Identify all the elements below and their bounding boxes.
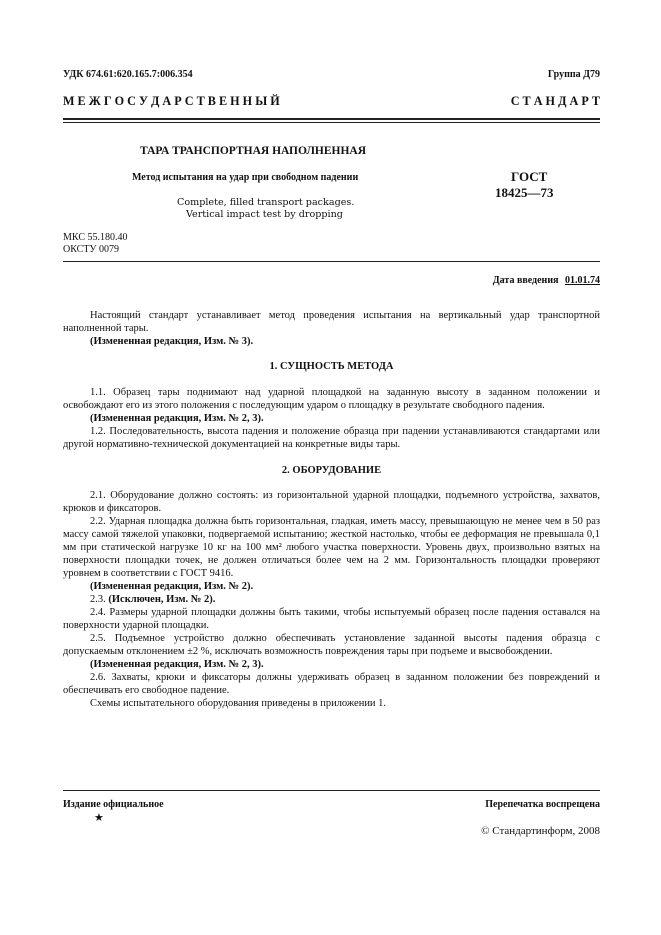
mks-code: МКС 55.180.40 [63,232,128,243]
reprint-prohibited: Перепечатка воспрещена [485,799,600,810]
intro-edit-note: (Измененная редакция, Изм. № 3). [90,336,254,347]
section-2-heading: 2. ОБОРУДОВАНИЕ [281,465,382,476]
schemes-reference: Схемы испытательного оборудования приведены в приложении 1. [90,698,387,709]
section-1-heading: 1. СУЩНОСТЬ МЕТОДА [269,361,394,372]
header-rule-thin [63,122,600,123]
banner-interstate: М Е Ж Г О С У Д А Р С Т В Е Н Н Ы Й [63,94,280,108]
clause-1-1-edit-note: (Измененная редакция, Изм. № 2, 3). [90,413,264,424]
group-code: Группа Д79 [547,69,600,80]
intro-date-value: 01.01.74 [565,275,600,286]
document-body [63,309,600,710]
clause-1-1: 1.1. Образец тары поднимают над ударной площадкой на заданную высоту в заданном положении и освобождают его из этого положения с последующим ударом о площадку в результате свободного падения. [63,387,600,411]
clause-2-3-number: 2.3. [90,594,106,605]
clause-2-5: 2.5. Подъемное устройство должно обеспечивать установление заданной высоты падения образца с допускаемым отклонением ±2 %, исключать возможность повреждения тары при подъеме и высвобождении. [63,633,600,657]
english-title-line2: Vertical impact test by dropping [186,209,343,220]
banner-standard: С Т А Н Д А Р Т [510,94,600,108]
clause-2-1: 2.1. Оборудование должно состоять: из горизонтальной ударной площадки, подъемного устройства, захватов, крюков и фиксаторов. [63,490,600,514]
header-rule-thick [63,118,600,120]
star-icon: ★ [94,811,104,824]
clause-2-4: 2.4. Размеры ударной площадки должны быть такими, чтобы испытуемый образец после падения оставался на поверхности ударной площадки. [63,607,600,631]
clause-2-2-edit-note: (Измененная редакция, Изм. № 2). [90,581,254,592]
clause-2-3-note: (Исключен, Изм. № 2). [108,594,216,605]
codes-rule [63,261,600,262]
footer-rule [63,790,600,791]
okstu-code: ОКСТУ 0079 [63,244,120,255]
copyright: © Стандартинформ, 2008 [481,825,600,837]
clause-2-5-edit-note: (Измененная редакция, Изм. № 2, 3). [90,659,264,670]
english-title-line1: Complete, filled transport packages. [177,197,355,208]
clause-2-2: 2.2. Ударная площадка должна быть горизонтальная, гладкая, иметь массу, превышающую не менее чем в 50 раз массу самой тяжелой упаковки, подвергаемой испытанию; жесткой настолько, чтобы ее деформация не превышала 0,1 мм при статической нагрузке 10 кг на 100 мм² любого участка поверхности. Уровень двух, произвольно взятых на поверхности площадки точек, не должен отличаться более чем на 2 мм. Горизонтальность площадки проверяют уровнем в соответствии с ГОСТ 9416. [63,516,600,579]
clause-1-2: 1.2. Последовательность, высота падения и положение образца при падении устанавливаются стандартами или другой нормативно-технической документацией на конкретные виды тары. [63,426,600,450]
clause-2-6: 2.6. Захваты, крюки и фиксаторы должны удерживать образец в заданном положении без повреждений и обеспечивать его свободное падение. [63,672,600,696]
gost-label: ГОСТ [511,169,548,184]
clause-2-3 [63,593,600,606]
intro-date [493,275,600,286]
gost-number: 18425—73 [495,185,554,200]
intro-date-label: Дата введения [492,275,559,286]
official-edition: Издание официальное [63,799,164,810]
intro-paragraph: Настоящий стандарт устанавливает метод проведения испытания на вертикальный удар транспортной наполненной тары. [63,310,600,334]
document-title: ТАРА ТРАНСПОРТНАЯ НАПОЛНЕННАЯ [140,145,367,157]
document-subtitle: Метод испытания на удар при свободном падении [132,172,359,183]
udk-code: УДК 674.61:620.165.7:006.354 [63,69,193,80]
